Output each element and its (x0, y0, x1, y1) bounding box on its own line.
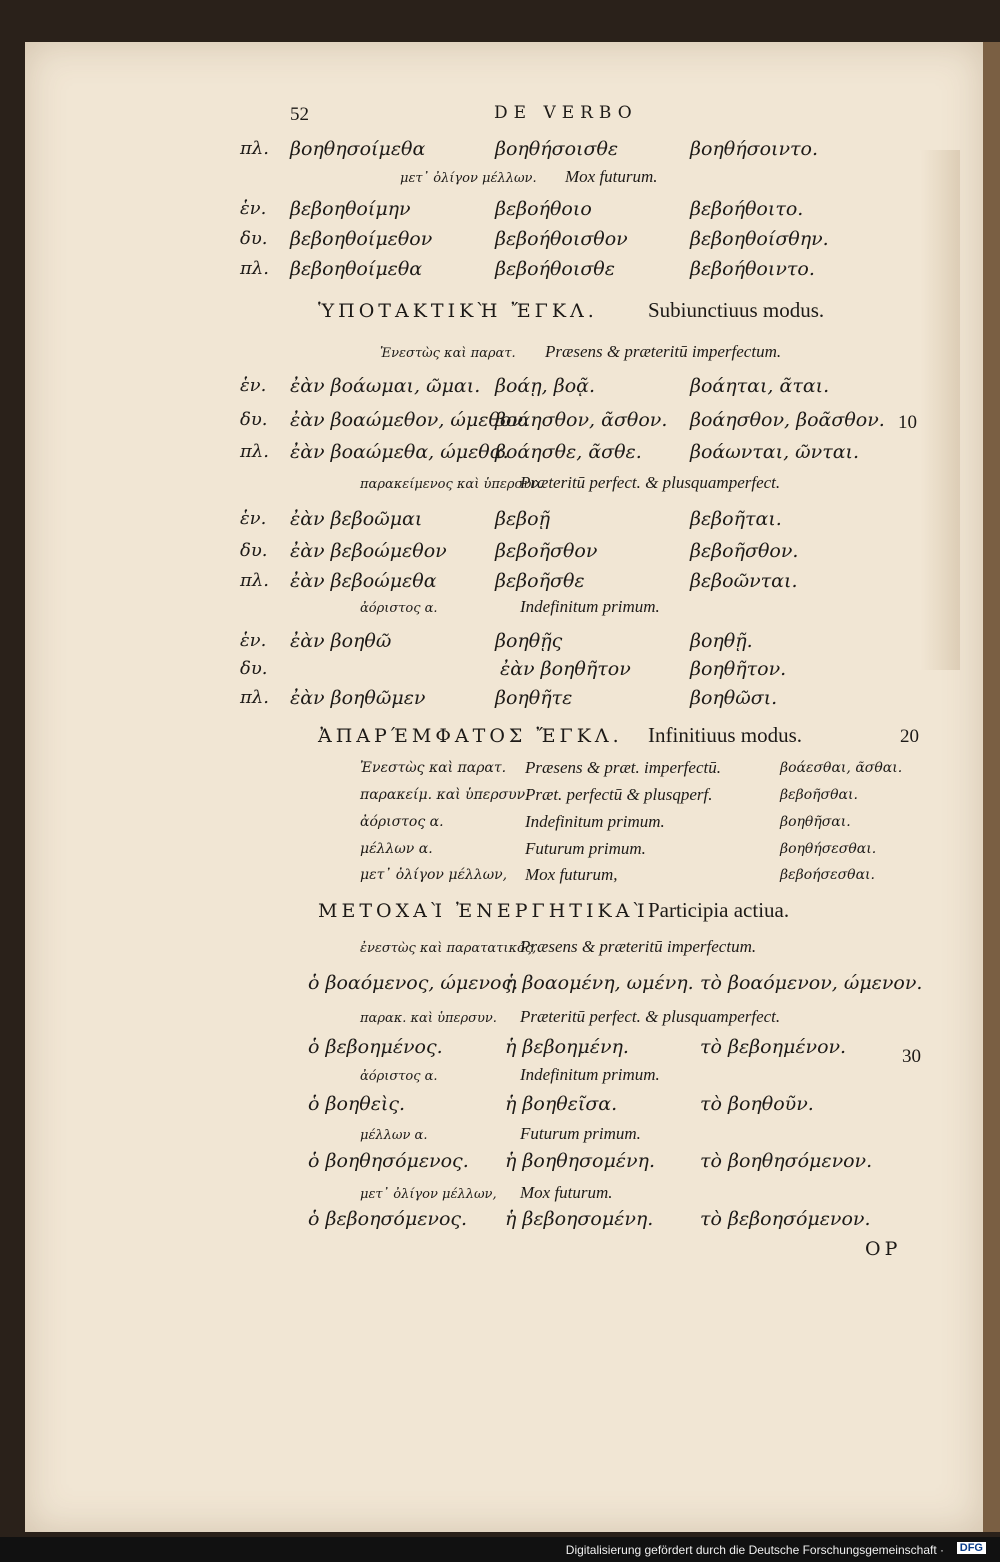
form-column-3: τὸ βεβοημένον. (700, 1036, 847, 1058)
form-column-1: ἐὰν βοαώμεθον, ώμεθον. (290, 409, 529, 431)
form-column-3: βοάηται, ᾶται. (690, 375, 830, 397)
tense-label-latin: Indefinitum primum. (520, 1065, 660, 1084)
form-column-3: βεβοῆσθον. (690, 540, 799, 562)
tense-label-latin: Præt. perfectū & plusqperf. (525, 785, 713, 804)
tense-label-latin: Mox futurum. (520, 1183, 613, 1202)
form-column-2: ἡ βεβοημένη. (505, 1036, 629, 1058)
form-column-1: ἐὰν βοηθῶ (290, 630, 392, 652)
form-column-3: τὸ βεβοησόμενον. (700, 1208, 871, 1230)
form-column-1: ὁ βοηθεὶς. (308, 1093, 406, 1115)
number-label: δυ. (240, 540, 268, 561)
tense-label-latin: Præsens & præteritū imperfectum. (545, 342, 782, 361)
form-column-3: βοηθήσοιντο. (690, 138, 819, 160)
section-heading-latin: Infinitiuus modus. (648, 723, 803, 747)
infinitive-form: βοάεσθαι, ᾶσθαι. (780, 760, 903, 776)
form-column-2: ἡ βοηθησομένη. (505, 1150, 655, 1172)
margin-number-20: 20 (900, 726, 919, 747)
margin-number-10: 10 (898, 412, 917, 433)
form-column-3: βοάωνται, ῶνται. (690, 441, 860, 463)
form-column-2: βεβοῆσθον (495, 540, 598, 562)
tense-label-latin: Præteritū perfect. & plusquamperfect. (520, 473, 781, 492)
tense-label-greek: ἀόριστος α. (360, 601, 438, 616)
number-label: ἑν. (240, 375, 267, 396)
running-head: DE VERBO (494, 103, 638, 123)
number-label: δυ. (240, 409, 268, 430)
tense-label-latin: Indefinitum primum. (525, 812, 665, 831)
form-column-2: βοάῃ, βοᾷ. (495, 375, 596, 397)
form-column-2: βοάησθε, ᾶσθε. (495, 441, 642, 463)
form-column-2: ἡ βεβοησομένη. (505, 1208, 654, 1230)
section-heading-greek: ΜΕΤΟΧΑῚ ἘΝΕΡΓΗΤΙΚΑῚ. (318, 900, 659, 922)
form-column-3: βεβοῆται. (690, 508, 782, 530)
form-column-3: βεβοηθοίσθην. (690, 228, 829, 250)
form-column-1: ὁ βεβοημένος. (308, 1036, 443, 1058)
form-column-3: βεβοήθοιντο. (690, 258, 815, 280)
number-label: πλ. (240, 138, 269, 159)
tense-label-greek: ἀόριστος α. (360, 1069, 438, 1084)
footer-text: Digitalisierung gefördert durch die Deutsche Forschungsgemeinschaft · (565, 1543, 944, 1557)
form-column-2: βοηθῇς (495, 630, 563, 652)
form-column-1: ὁ βοηθησόμενος. (308, 1150, 469, 1172)
form-column-1: ἐὰν βεβοώμεθον (290, 540, 447, 562)
form-column-2: βεβοήθοιο (495, 198, 592, 220)
form-column-2: βεβοήθοισθε (495, 258, 615, 280)
form-column-3: βεβοῶνται. (690, 570, 798, 592)
form-column-2: βεβοῇ (495, 508, 550, 530)
number-label: δυ. (240, 658, 268, 679)
infinitive-form: βοηθήσεσθαι. (780, 841, 877, 857)
tense-label-greek: ἐνεστὼς καὶ παρατατικός, (360, 941, 537, 956)
infinitive-form: βεβοῆσθαι. (780, 787, 858, 803)
page-edge (983, 42, 1000, 1532)
tense-label-latin: Mox futurum, (525, 865, 618, 884)
form-column-3: βοάησθον, βοᾶσθον. (690, 409, 885, 431)
section-heading-latin: Subiunctiuus modus. (648, 298, 825, 322)
form-column-2: βοηθῆτε (495, 687, 573, 709)
form-column-1: βεβοηθοίμεθον (290, 228, 433, 250)
form-column-2: ἡ βοηθεῖσα. (505, 1093, 618, 1115)
form-column-3: βεβοήθοιτο. (690, 198, 804, 220)
infinitive-form: βεβοήσεσθαι. (780, 867, 875, 883)
number-label: ἑν. (240, 508, 267, 529)
page-number: 52 (290, 104, 309, 125)
tense-label-latin: Præsens & præt. imperfectū. (525, 758, 721, 777)
tense-label-greek: μετ᾽ ὀλίγον μέλλων. (400, 171, 537, 186)
section-heading-greek: ὙΠΟΤΑΚΤΙΚῊ ἜΓΚΛ. (318, 300, 598, 322)
tense-label-greek: παρακείμ. καὶ ὑπερσυν. (360, 787, 530, 803)
number-label: πλ. (240, 570, 269, 591)
form-column-1: βοηθησοίμεθα (290, 138, 426, 160)
form-column-2: βοηθήσοισθε (495, 138, 619, 160)
tense-label-greek: μέλλων α. (360, 1128, 428, 1143)
tense-label-latin: Mox futurum. (565, 167, 658, 186)
tense-label-latin: Futurum primum. (525, 839, 646, 858)
form-column-1: βεβοηθοίμην (290, 198, 411, 220)
number-label: ἑν. (240, 198, 267, 219)
margin-number-30: 30 (902, 1046, 921, 1067)
tense-label-latin: Præteritū perfect. & plusquamperfect. (520, 1007, 781, 1026)
form-column-3: τὸ βοαόμενον, ώμενον. (700, 972, 923, 994)
number-label: δυ. (240, 228, 268, 249)
section-heading-greek: ἈΠΑΡΈΜΦΑΤΟΣ ἜΓΚΛ. (318, 725, 623, 747)
tense-label-greek: μετ᾽ ὀλίγον μέλλων, (360, 867, 508, 883)
tense-label-greek: παρακείμενος καὶ ὑπερσυν. (360, 477, 544, 492)
form-column-3: βοηθῇ. (690, 630, 753, 652)
tense-label-greek: μετ᾽ ὀλίγον μέλλων, (360, 1187, 497, 1202)
form-column-3: τὸ βοηθοῦν. (700, 1093, 814, 1115)
form-column-2: βεβοῆσθε (495, 570, 585, 592)
tense-label-latin: Indefinitum primum. (520, 597, 660, 616)
form-column-3: τὸ βοηθησόμενον. (700, 1150, 873, 1172)
form-column-1: ὁ βεβοησόμενος. (308, 1208, 468, 1230)
section-heading-latin: Participia actiua. (648, 898, 790, 922)
form-column-1: βεβοηθοίμεθα (290, 258, 423, 280)
tense-label-greek: Ἐνεστὼς καὶ παρατ. (360, 760, 507, 776)
tense-label-greek: παρακ. καὶ ὑπερσυν. (360, 1011, 497, 1026)
form-column-2: βοάησθον, ᾶσθον. (495, 409, 668, 431)
form-column-1: ἐὰν βεβοώμεθα (290, 570, 437, 592)
show-through (920, 150, 960, 670)
footer-bar (0, 1537, 1000, 1562)
form-column-3: βοηθῶσι. (690, 687, 778, 709)
form-column-3: βοηθῆτον. (690, 658, 787, 680)
tense-label-latin: Præsens & præteritū imperfectum. (520, 937, 757, 956)
form-column-1: ἐὰν βεβοῶμαι (290, 508, 423, 530)
form-column-1: ἐὰν βοηθῶμεν (290, 687, 426, 709)
number-label: πλ. (240, 258, 269, 279)
tense-label-greek: ἀόριστος α. (360, 814, 444, 830)
form-column-2: ἡ βοαομένη, ωμένη. (505, 972, 694, 994)
number-label: ἑν. (240, 630, 267, 651)
number-label: πλ. (240, 441, 269, 462)
form-column-1: ὁ βοαόμενος, ώμενος. (308, 972, 519, 994)
tense-label-greek: Ἐνεστὼς καὶ παρατ. (380, 346, 516, 361)
form-column-2: ἐὰν βοηθῆτον (500, 658, 631, 680)
form-column-1: ἐὰν βοάωμαι, ῶμαι. (290, 375, 481, 397)
dfg-logo: DFG (957, 1542, 986, 1554)
number-label: πλ. (240, 687, 269, 708)
infinitive-form: βοηθῆσαι. (780, 814, 851, 830)
catchword: OP (865, 1238, 902, 1260)
form-column-2: βεβοήθοισθον (495, 228, 628, 250)
tense-label-greek: μέλλων α. (360, 841, 433, 857)
tense-label-latin: Futurum primum. (520, 1124, 641, 1143)
form-column-1: ἐὰν βοαώμεθα, ώμεθα. (290, 441, 509, 463)
